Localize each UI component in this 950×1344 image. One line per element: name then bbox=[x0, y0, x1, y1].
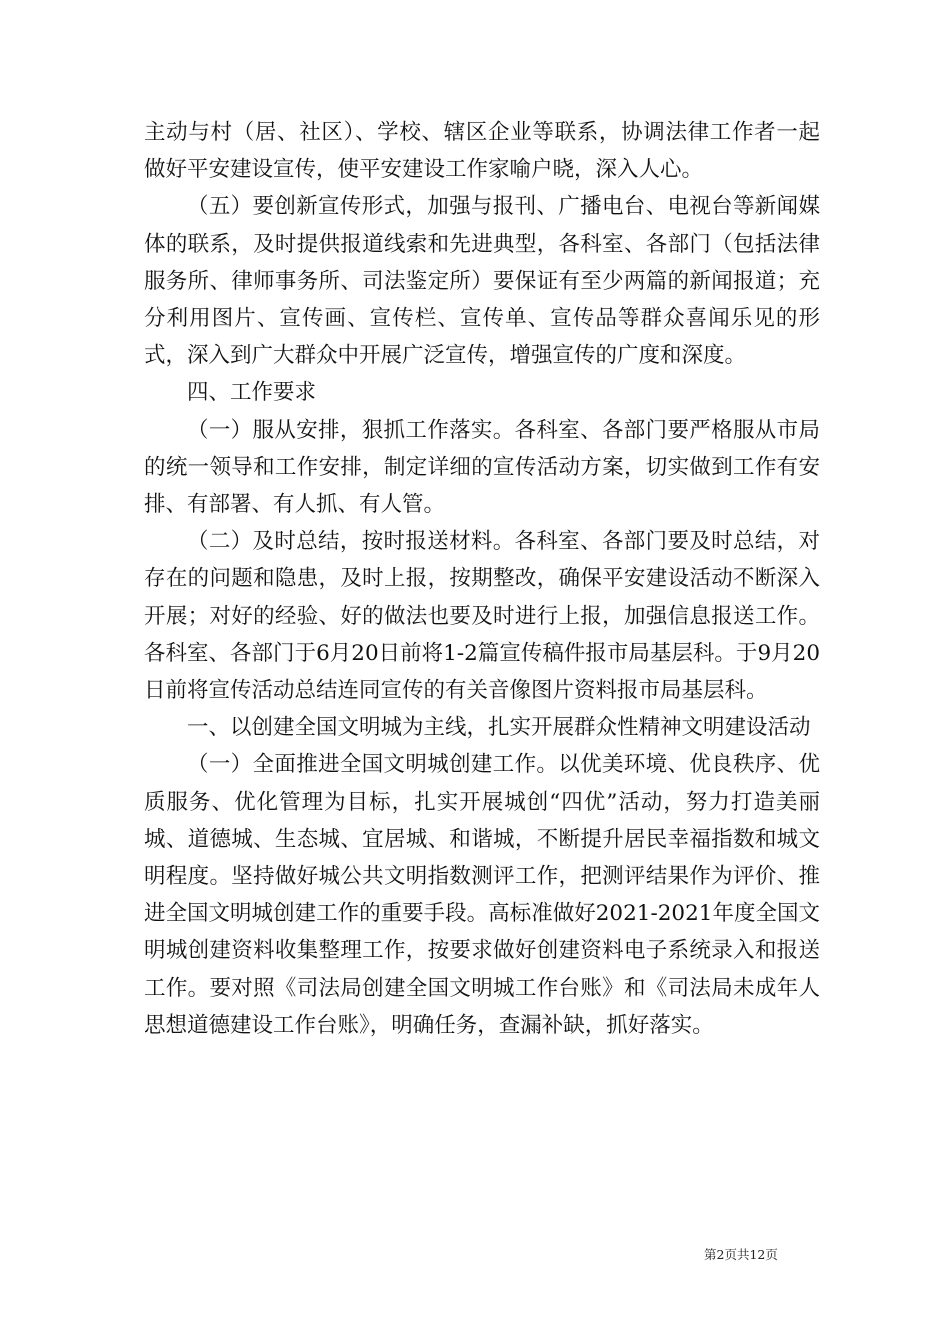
paragraph-item-five-publicity: （五）要创新宣传形式，加强与报刊、广播电台、电视台等新闻媒体的联系，及时提供报道线索和先进典型，各科室、各部门（包括法律服务所、律师事务所、司法鉴定所）要保证有至少两篇的新闻报道；充分利用图片、宣传画、宣传栏、宣传单、宣传品等群众喜闻乐见的形式，深入到广大群众中开展广泛宣传，增强宣传的广度和深度。 bbox=[144, 194, 820, 369]
paragraph-continuation: 主动与村（居、社区）、学校、辖区企业等联系，协调法律工作者一起做好平安建设宣传，使平安建设工作家喻户晓，深入人心。 bbox=[144, 120, 820, 183]
paragraph-item-one-civilized-city: （一）全面推进全国文明城创建工作。以优美环境、优良秩序、优质服务、优化管理为目标，扎实开展城创“四优”活动，努力打造美丽城、道德城、生态城、宜居城、和谐城，不断提升居民幸福指数和城文明程度。坚持做好城公共文明指数测评工作，把测评结果作为评价、推进全国文明城创建工作的重要手段。高标准做好2021-2021年度全国文明城创建资料收集整理工作，按要求做好创建资料电子系统录入和报送工作。要对照《司法局创建全国文明城工作台账》和《司法局未成年人思想道德建设工作台账》，明确任务，查漏补缺，抓好落实。 bbox=[144, 752, 820, 1038]
section-heading-work-requirements: 四、工作要求 bbox=[187, 380, 317, 406]
section-heading-civilized-city: 一、以创建全国文明城为主线，扎实开展群众性精神文明建设活动 bbox=[187, 715, 811, 741]
page-number-footer: 第2页共12页 bbox=[704, 1247, 778, 1262]
paragraph-item-two-timely-summary: （二）及时总结，按时报送材料。各科室、各部门要及时总结，对存在的问题和隐患，及时上报，按期整改，确保平安建设活动不断深入开展；对好的经验、好的做法也要及时进行上报，加强信息报送工作。各科室、各部门于6月20日前将1-2篇宣传稿件报市局基层科。于9月20日前将宣传活动总结连同宣传的有关音像图片资料报市局基层科。 bbox=[144, 529, 820, 704]
paragraph-item-one-obey-arrangement: （一）服从安排，狠抓工作落实。各科室、各部门要严格服从市局的统一领导和工作安排，制定详细的宣传活动方案，切实做到工作有安排、有部署、有人抓、有人管。 bbox=[144, 417, 820, 518]
document-body bbox=[144, 114, 820, 1044]
